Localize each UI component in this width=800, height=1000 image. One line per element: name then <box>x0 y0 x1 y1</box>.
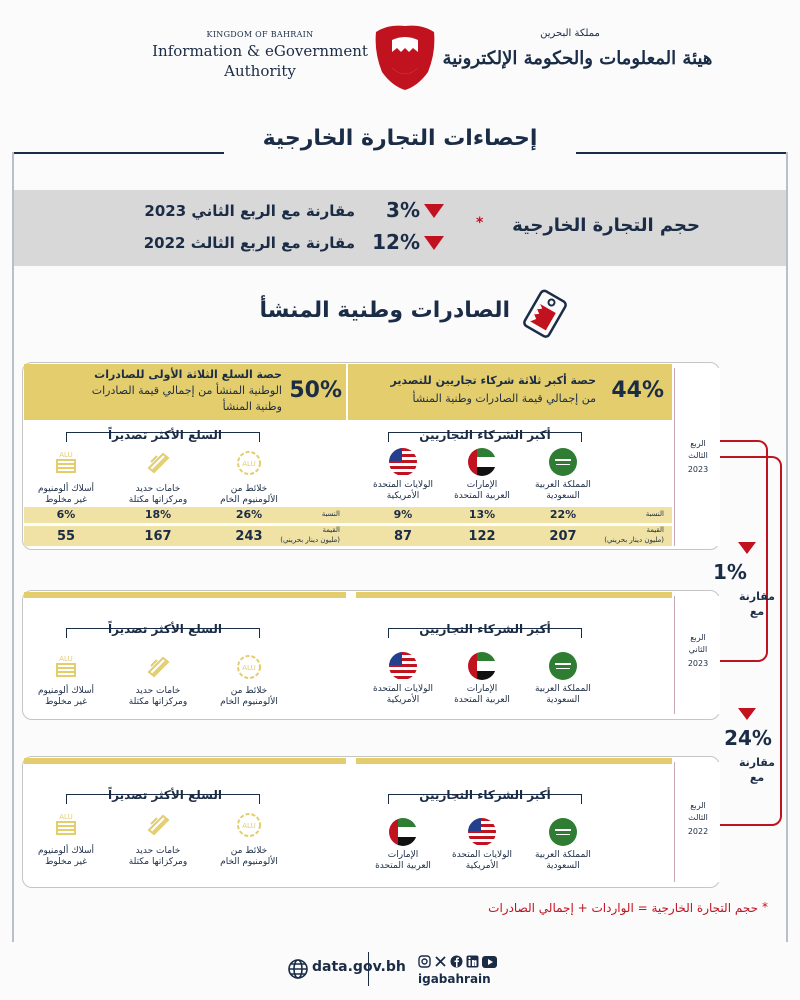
q3-2022-gold-bar-right <box>356 758 672 764</box>
wire-icon <box>51 810 81 840</box>
svg-text:ALU: ALU <box>242 664 256 672</box>
partners-share-text-1: حصة أكبر ثلاثة شركاء تجاريين للتصدير <box>390 374 596 387</box>
partners-share-pct: 44% <box>611 378 664 403</box>
goods-3-name-2: غير مخلوط <box>45 495 87 505</box>
q2-partner-3-name: الولايات المتحدة <box>372 684 434 694</box>
down-triangle-icon <box>424 236 444 250</box>
q2-partners-header: أكبر الشركاء التجاريين <box>419 622 551 636</box>
q3-2022-quarter-year: 2022 <box>687 827 709 836</box>
bahrain-emblem-icon <box>372 22 438 92</box>
q3-2023-quarter-year: 2023 <box>687 465 709 474</box>
q2-2023-quarter-year: 2023 <box>687 659 709 668</box>
q2-goods-header: السلع الأكثر تصديراً <box>107 622 223 636</box>
q3-2023-quarter-name: الثالث <box>688 451 708 460</box>
compare-2-word1: مقارنة <box>739 756 775 769</box>
q2-goods-bracket <box>66 628 260 638</box>
summary-row1-text: مقارنة مع الربع الثاني 2023 <box>144 202 355 220</box>
instagram-icon[interactable] <box>418 955 431 968</box>
q2-partner-2-name: الإمارات <box>466 684 498 694</box>
partners-share-text-2: من إجمالي قيمة الصادرات وطنية المنشأ <box>412 392 596 405</box>
compare-1-word1: مقارنة <box>739 590 775 603</box>
goods-share-pct: 50% <box>289 378 342 403</box>
q2-partners-bracket <box>388 628 582 638</box>
q2-goods-2-name-2: ومركزاتها مكتلة <box>128 697 188 707</box>
aluminium-alloy-icon <box>234 448 264 478</box>
q3-2022-goods-1-name-2: الألومنيوم الخام <box>220 857 278 867</box>
us-flag <box>389 652 417 680</box>
q3-2023-quarter-label: الربع <box>690 439 706 448</box>
q2-goods-3-name: أسلاك ألومنيوم <box>37 686 95 696</box>
summary-row2-text: مقارنة مع الربع الثالث 2022 <box>143 234 355 252</box>
ratio-label-left: النسبة <box>321 510 340 518</box>
us-flag <box>389 448 417 476</box>
svg-text:ALU: ALU <box>242 460 256 468</box>
compare-1-pct: 1% <box>713 560 747 584</box>
compare-1-word2: مع <box>749 605 765 618</box>
partner-1-name-2: السعودية <box>546 491 580 501</box>
q3-2022-partner-3-name-2: العربية المتحدة <box>375 861 431 871</box>
partner-1-name: المملكة العربية <box>535 480 591 490</box>
aluminium-alloy-icon <box>234 652 264 682</box>
authority-en-line2: Authority <box>224 62 296 80</box>
q2-partner-3-name-2: الأمريكية <box>386 695 420 705</box>
q3-2022-goods-3-name-2: غير مخلوط <box>45 857 87 867</box>
facebook-icon[interactable] <box>450 955 463 968</box>
q3-2022-quarter-label: الربع <box>690 801 706 810</box>
x-icon[interactable] <box>434 955 447 968</box>
kingdom-ar: مملكة البحرين <box>540 28 600 39</box>
goods-2-name: خامات حديد <box>135 484 181 494</box>
q2-gold-bar-right <box>356 592 672 598</box>
header <box>0 0 800 110</box>
partner-2-value: 122 <box>468 529 496 544</box>
ratio-label: النسبة <box>645 510 664 518</box>
down-triangle-icon <box>738 542 756 554</box>
down-triangle-icon <box>424 204 444 218</box>
goods-share-text-3: وطنية المنشأ <box>222 400 282 413</box>
ae-flag <box>468 448 496 476</box>
q3-2022-partners-header: أكبر الشركاء التجاريين <box>419 788 551 802</box>
sa-flag <box>549 818 577 846</box>
q2-2023-quarter-name: الثاني <box>688 645 708 654</box>
q3-2022-goods-bracket <box>66 794 260 804</box>
summary-label: حجم التجارة الخارجية <box>512 215 700 236</box>
goods-1-name-2: الألومنيوم الخام <box>220 495 278 505</box>
wire-icon <box>51 448 81 478</box>
q3-2022-goods-3-name: أسلاك ألومنيوم <box>37 846 95 856</box>
ae-flag <box>468 652 496 680</box>
down-triangle-icon <box>738 708 756 720</box>
goods-share-text-1: حصة السلع الثلاثة الأولى للصادرات <box>94 368 282 381</box>
us-flag <box>468 818 496 846</box>
website-link[interactable]: data.gov.bh <box>312 959 406 975</box>
q3-2022-partner-1-name: المملكة العربية <box>535 850 591 860</box>
goods-3-value: 55 <box>56 529 76 544</box>
partner-2-name: الإمارات <box>466 480 498 490</box>
iron-ore-icon <box>143 448 173 478</box>
footnote-star: * <box>762 900 768 914</box>
iron-ore-icon <box>143 652 173 682</box>
q2-partner-1-name: المملكة العربية <box>535 684 591 694</box>
tag-icon <box>520 284 572 340</box>
ae-flag <box>389 818 417 846</box>
goods-3-pct: 6% <box>56 508 76 521</box>
goods-header: السلع الأكثر تصديراً <box>107 428 223 442</box>
value-label: القيمة <box>646 526 664 534</box>
svg-text:ALU: ALU <box>59 655 73 663</box>
iron-ore-icon <box>143 810 173 840</box>
q3-2022-gold-bar-left <box>24 758 346 764</box>
social-handle[interactable]: igabahrain <box>418 972 491 986</box>
q2-partner-2-name-2: العربية المتحدة <box>454 695 510 705</box>
kingdom-en: KINGDOM OF BAHRAIN <box>206 30 314 39</box>
partner-3-name-2: الأمريكية <box>386 491 420 501</box>
goods-1-value: 243 <box>235 529 263 544</box>
partners-header-bracket <box>388 432 582 442</box>
goods-1-pct: 26% <box>235 508 263 521</box>
svg-text:ALU: ALU <box>59 451 73 459</box>
footnote: حجم التجارة الخارجية = الواردات + إجمالي الصادرات <box>488 901 758 915</box>
partner-3-name: الولايات المتحدة <box>372 480 434 490</box>
social-icons <box>418 955 498 969</box>
compare-2-pct: 24% <box>724 726 772 750</box>
goods-header-bracket <box>66 432 260 442</box>
goods-3-name: أسلاك ألومنيوم <box>37 484 95 494</box>
partner-2-name-2: العربية المتحدة <box>454 491 510 501</box>
globe-icon <box>287 958 309 980</box>
aluminium-alloy-icon <box>234 810 264 840</box>
q3-2022-goods-1-name: خلائط من <box>230 846 268 856</box>
partner-2-pct: 13% <box>468 508 496 521</box>
frame-right-edge <box>786 152 788 942</box>
q3-2022-goods-2-name: خامات حديد <box>135 846 181 856</box>
authority-en-line1: Information & eGovernment <box>152 42 368 60</box>
partners-header: أكبر الشركاء التجاريين <box>419 428 551 442</box>
summary-row1-value: 3% <box>386 198 420 222</box>
goods-share-text-2: الوطنية المنشأ من إجمالي قيمة الصادرات <box>91 384 282 397</box>
compare-2-word2: مع <box>749 771 765 784</box>
q2-2023-quarter-label: الربع <box>690 633 706 642</box>
partner-1-value: 207 <box>549 529 577 544</box>
svg-text:ALU: ALU <box>242 822 256 830</box>
q2-goods-1-name: خلائط من <box>230 686 268 696</box>
q2-2023-quarter-tab <box>674 596 720 714</box>
partner-3-value: 87 <box>393 529 413 544</box>
sa-flag <box>549 652 577 680</box>
svg-text:ALU: ALU <box>59 813 73 821</box>
sa-flag <box>549 448 577 476</box>
goods-2-name-2: ومركزاتها مكتلة <box>128 495 188 505</box>
value-unit-label: (مليون دينار بحريني) <box>604 536 664 544</box>
goods-2-pct: 18% <box>144 508 172 521</box>
q3-2022-goods-2-name-2: ومركزاتها مكتلة <box>128 857 188 867</box>
frame-left-edge <box>12 152 14 942</box>
wire-icon <box>51 652 81 682</box>
q3-2022-partner-1-name-2: السعودية <box>546 861 580 871</box>
q2-goods-2-name: خامات حديد <box>135 686 181 696</box>
q2-partner-1-name-2: السعودية <box>546 695 580 705</box>
q3-2022-partners-bracket <box>388 794 582 804</box>
page-title: إحصاءات التجارة الخارجية <box>262 126 538 151</box>
value-label-left: القيمة <box>322 526 340 534</box>
partner-3-pct: 9% <box>393 508 413 521</box>
summary-row2-value: 12% <box>372 230 420 254</box>
q2-goods-1-name-2: الألومنيوم الخام <box>220 697 278 707</box>
value-unit-label-left: (مليون دينار بحريني) <box>280 536 340 544</box>
authority-ar: هيئة المعلومات والحكومة الإلكترونية <box>442 48 713 69</box>
section-title: الصادرات وطنية المنشأ <box>259 298 510 323</box>
q3-2022-partner-2-name-2: الأمريكية <box>465 861 499 871</box>
q2-gold-bar-left <box>24 592 346 598</box>
linkedin-icon[interactable] <box>466 955 479 968</box>
q2-goods-3-name-2: غير مخلوط <box>45 697 87 707</box>
youtube-icon[interactable] <box>482 956 497 968</box>
summary-star: * <box>476 215 484 231</box>
goods-1-name: خلائط من <box>230 484 268 494</box>
q3-2022-partner-2-name: الولايات المتحدة <box>451 850 513 860</box>
q3-2022-quarter-name: الثالث <box>688 813 708 822</box>
goods-2-value: 167 <box>144 529 172 544</box>
q3-2022-goods-header: السلع الأكثر تصديراً <box>107 788 223 802</box>
q3-2022-partner-3-name: الإمارات <box>387 850 419 860</box>
partner-1-pct: 22% <box>549 508 577 521</box>
